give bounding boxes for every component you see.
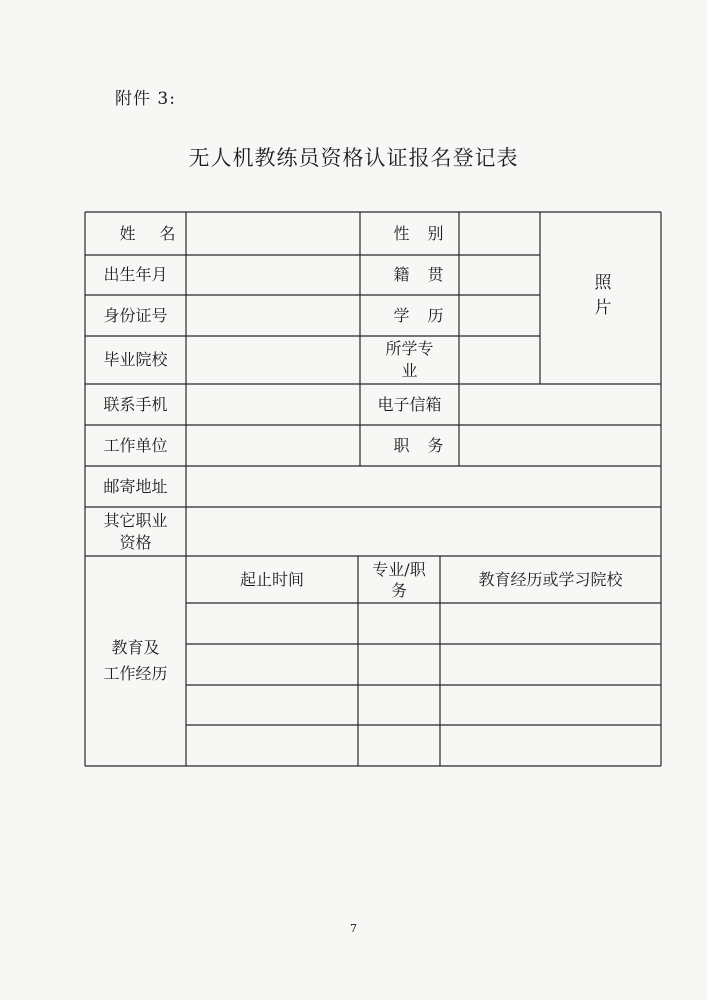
history-col-period: 起止时间 [239,569,304,589]
native-place-field[interactable] [459,255,540,295]
history-row-4-major[interactable] [358,725,440,766]
birth-label: 出生年月 [103,265,168,284]
position-label: 职务 [393,435,462,455]
history-col-major-position: 专业/职 务 [372,559,426,600]
history-row-1-school[interactable] [440,603,661,644]
other-qualifications-field[interactable] [186,507,661,556]
form-title: 无人机教练员资格认证报名登记表 [188,146,519,170]
gender-field[interactable] [459,212,540,255]
history-row-2-major[interactable] [358,644,440,685]
photo-label: 照片 [590,273,611,323]
history-row-4-period[interactable] [186,725,358,766]
gender-label: 性别 [393,223,462,243]
mailing-address-label: 邮寄地址 [103,476,168,496]
history-row-3-period[interactable] [186,685,358,725]
history-section-label: 教育及 工作经历 [103,638,168,683]
employer-label: 工作单位 [103,435,168,455]
email-field[interactable] [459,384,661,425]
history-row-2-period[interactable] [186,644,358,685]
id-number-field[interactable] [186,295,360,336]
photo-box[interactable] [540,212,661,384]
history-row-2-school[interactable] [440,644,661,685]
history-row-4-school[interactable] [440,725,661,766]
history-row-1-period[interactable] [186,603,358,644]
page-number: 7 [350,922,357,935]
other-qualifications-label: 其它职业 资格 [103,510,168,552]
email-label: 电子信箱 [377,394,442,414]
phone-label: 联系手机 [103,394,168,414]
native-place-label: 籍贯 [393,265,462,284]
major-field[interactable] [459,336,540,384]
mailing-address-field[interactable] [186,466,661,507]
phone-field[interactable] [186,384,360,425]
graduate-school-label: 毕业院校 [103,350,168,369]
birth-field[interactable] [186,255,360,295]
history-row-3-school[interactable] [440,685,661,725]
graduate-school-field[interactable] [186,336,360,384]
major-label: 所学专 业 [385,339,434,380]
history-row-1-major[interactable] [358,603,440,644]
name-field[interactable] [186,212,360,255]
education-label: 学历 [393,305,462,325]
id-number-label: 身份证号 [103,305,168,325]
education-field[interactable] [459,295,540,336]
position-field[interactable] [459,425,661,466]
history-row-3-major[interactable] [358,685,440,725]
annex-label: 附件 3: [115,89,176,109]
name-label: 姓名 [119,223,200,243]
history-col-school: 教育经历或学习院校 [478,569,623,589]
employer-field[interactable] [186,425,360,466]
